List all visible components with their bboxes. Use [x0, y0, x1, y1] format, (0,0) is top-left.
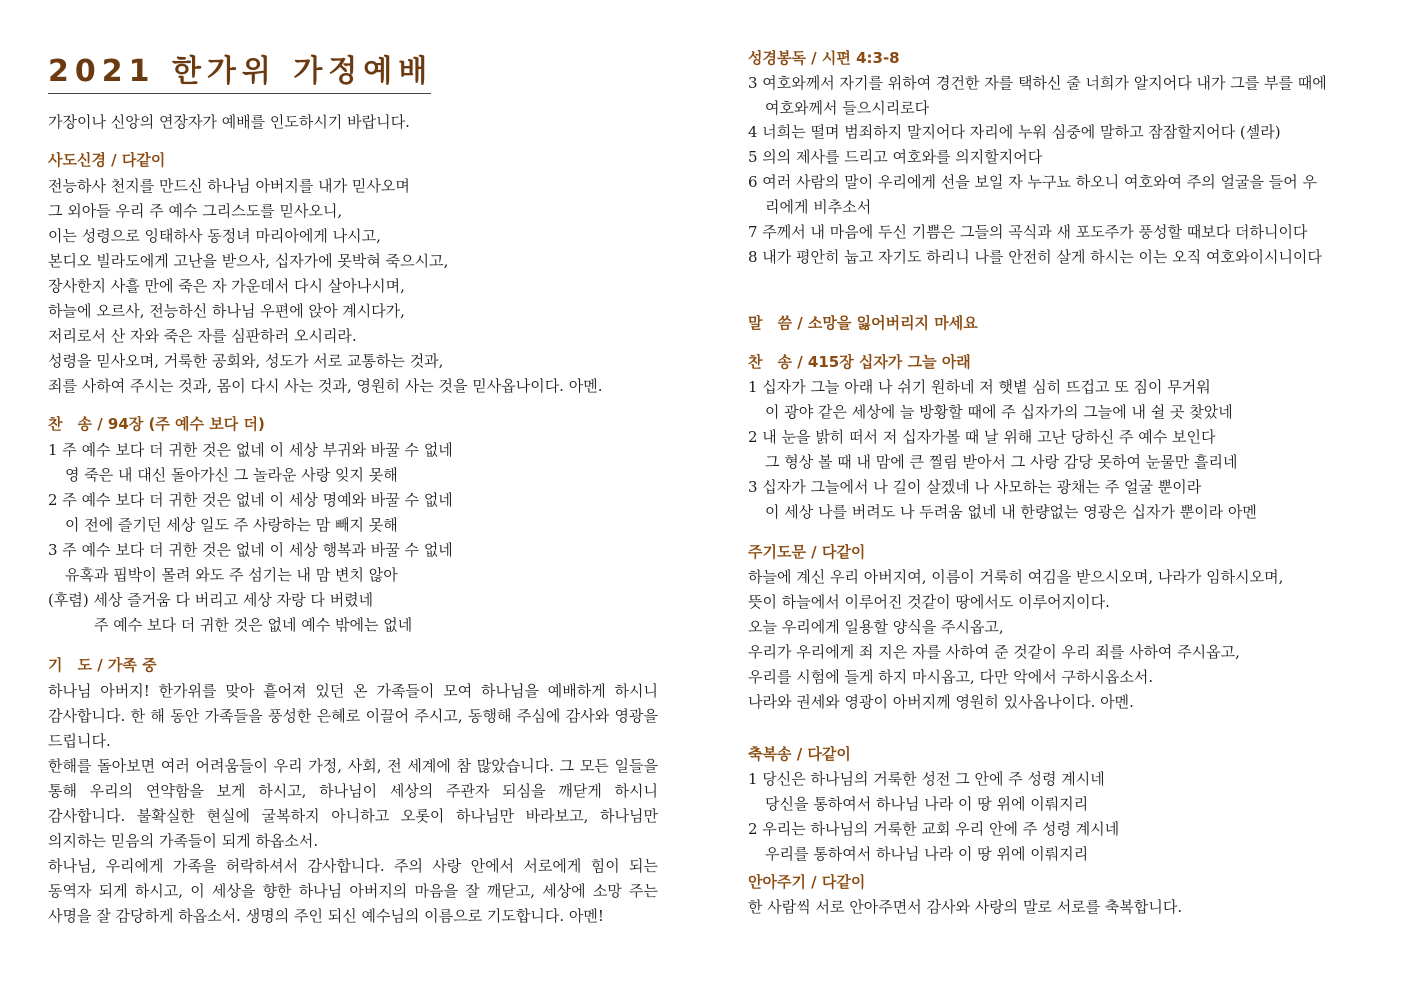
sermon-heading: 말 씀 / 소망을 잃어버리지 마세요: [748, 314, 978, 332]
hymn-415-line: 이 세상 나를 버려도 나 두려움 없네 내 한량없는 영광은 십자가 뿐이라 아멘: [765, 503, 1257, 521]
lords-prayer-line: 우리가 우리에게 죄 지은 자를 사하여 준 것같이 우리 죄를 사하여 주시옵고,: [748, 643, 1240, 661]
hymn-94-chorus: 주 예수 보다 더 귀한 것은 없네 예수 밖에는 없네: [94, 616, 413, 634]
creed-line: 전능하사 천지를 만드신 하나님 아버지를 내가 믿사오며: [48, 177, 410, 195]
lords-prayer-line: 뜻이 하늘에서 이루어진 것같이 땅에서도 이루어지이다.: [748, 593, 1110, 611]
hymn-94-line: 1 주 예수 보다 더 귀한 것은 없네 이 세상 부귀와 바꿀 수 없네: [48, 441, 453, 459]
creed-line: 저리로서 산 자와 죽은 자를 심판하러 오시리라.: [48, 327, 357, 345]
creed-line: 이는 성령으로 잉태하사 동정녀 마리아에게 나시고,: [48, 227, 381, 245]
lords-prayer-line: 하늘에 계신 우리 아버지여, 이름이 거룩히 여김을 받으시오며, 나라가 임하시오며,: [748, 568, 1284, 586]
creed-line: 그 외아들 우리 주 예수 그리스도를 믿사오니,: [48, 202, 343, 220]
hymn-94-line: 영 죽은 내 대신 돌아가신 그 놀라운 사랑 잊지 못해: [65, 466, 398, 484]
hymn-94-line: 3 주 예수 보다 더 귀한 것은 없네 이 세상 행복과 바꿀 수 없네: [48, 541, 453, 559]
blessing-song-line: 우리를 통하여서 하나님 나라 이 땅 위에 이뤄지리: [765, 845, 1089, 863]
creed-heading: 사도신경 / 다같이: [48, 151, 166, 169]
hymn-415-line: 그 형상 볼 때 내 맘에 큰 찔림 받아서 그 사랑 감당 못하여 눈물만 흘리네: [765, 453, 1238, 471]
scripture-verse: 4 너희는 떨며 범죄하지 말지어다 자리에 누워 심중에 말하고 잠잠할지어다 (셀라): [748, 123, 1281, 141]
creed-line: 장사한지 사흘 만에 죽은 자 가운데서 다시 살아나시며,: [48, 277, 405, 295]
prayer-heading: 기 도 / 가족 중: [48, 656, 157, 674]
hymn-415-line: 1 십자가 그늘 아래 나 쉬기 원하네 저 햇볕 심히 뜨겁고 또 짐이 무거워: [748, 378, 1211, 396]
lords-prayer-line: 나라와 권세와 영광이 아버지께 영원히 있사옵나이다. 아멘.: [748, 693, 1134, 711]
scripture-verse: 6 여러 사람의 말이 우리에게 선을 보일 자 누구뇨 하오니 여호와여 주의 얼굴을 들어 우: [748, 173, 1317, 191]
scripture-verse: 여호와께서 들으시리로다: [765, 99, 930, 117]
hymn-415-line: 3 십자가 그늘에서 나 길이 살겠네 나 사모하는 광채는 주 얼굴 뿐이라: [748, 478, 1202, 496]
creed-line: 하늘에 오르사, 전능하신 하나님 우편에 앉아 계시다가,: [48, 302, 405, 320]
scripture-verse: 리에게 비추소서: [765, 198, 872, 216]
creed-line: 성령을 믿사오며, 거룩한 공회와, 성도가 서로 교통하는 것과,: [48, 352, 444, 370]
lords-prayer-heading: 주기도문 / 다같이: [748, 543, 866, 561]
hymn-94-line: 이 전에 즐기던 세상 일도 주 사랑하는 맘 빼지 못해: [65, 516, 398, 534]
hug-text: 한 사람씩 서로 안아주면서 감사와 사랑의 말로 서로를 축복합니다.: [748, 898, 1183, 916]
prayer-paragraph: 하나님, 우리에게 가족을 허락하셔서 감사합니다. 주의 사랑 안에서 서로에게 힘이 되는 동역자 되게 하시고, 이 세상을 향한 하나님 아버지의 마음을 잘 깨닫고, 세상에 소망 주는 사명을 잘 감당하게 하옵소서. 생명의 주인 되신 예수님의 이름으로 기도합니다. 아멘!: [48, 857, 658, 925]
page-title: 2021 한가위 가정예배: [48, 54, 434, 89]
creed-line: 죄를 사하여 주시는 것과, 몸이 다시 사는 것과, 영원히 사는 것을 믿사옵나이다. 아멘.: [48, 377, 603, 395]
creed-line: 본디오 빌라도에게 고난을 받으사, 십자가에 못박혀 죽으시고,: [48, 252, 449, 270]
intro-text: 가장이나 신앙의 연장자가 예배를 인도하시기 바랍니다.: [48, 113, 410, 131]
blessing-song-heading: 축복송 / 다같이: [748, 745, 851, 763]
blessing-song-line: 1 당신은 하나님의 거룩한 성전 그 안에 주 성령 계시네: [748, 770, 1105, 788]
scripture-verse: 7 주께서 내 마음에 두신 기쁨은 그들의 곡식과 새 포도주가 풍성할 때보다 더하니이다: [748, 223, 1308, 241]
prayer-paragraph: 하나님 아버지! 한가위를 맞아 흩어져 있던 온 가족들이 모여 하나님을 예배하게 하시니 감사합니다. 한 해 동안 가족들을 풍성한 은혜로 이끌어 주시고, 동행해 주심에 감사와 영광을 드립니다.: [48, 682, 658, 750]
scripture-verse: 3 여호와께서 자기를 위하여 경건한 자를 택하신 줄 너희가 알지어다 내가 그를 부를 때에: [748, 74, 1327, 92]
scripture-verse: 5 의의 제사를 드리고 여호와를 의지할지어다: [748, 148, 1043, 166]
hymn-94-chorus: (후렴) 세상 즐거움 다 버리고 세상 자랑 다 버렸네: [48, 591, 374, 609]
title-underline: [48, 93, 431, 94]
blessing-song-line: 2 우리는 하나님의 거룩한 교회 우리 안에 주 성령 계시네: [748, 820, 1120, 838]
lords-prayer-line: 우리를 시험에 들게 하지 마시옵고, 다만 악에서 구하시옵소서.: [748, 668, 1154, 686]
scripture-heading: 성경봉독 / 시편 4:3-8: [748, 49, 900, 67]
prayer-paragraph: 한해를 돌아보면 여러 어려움들이 우리 가정, 사회, 전 세계에 참 많았습니다. 그 모든 일들을 통해 우리의 연약함을 보게 하시고, 하나님이 세상의 주관자 되심을 깨닫게 하시니 감사합니다. 불확실한 현실에 굴복하지 아니하고 오롯이 하나님만 바라보고, 하나님만 의지하는 믿음의 가족들이 되게 하옵소서.: [48, 757, 658, 850]
lords-prayer-line: 오늘 우리에게 일용할 양식을 주시옵고,: [748, 618, 1004, 636]
blessing-song-line: 당신을 통하여서 하나님 나라 이 땅 위에 이뤄지리: [765, 795, 1089, 813]
hymn-415-heading: 찬 송 / 415장 십자가 그늘 아래: [748, 353, 971, 371]
scripture-verse: 8 내가 평안히 눕고 자기도 하리니 나를 안전히 살게 하시는 이는 오직 여호와이시니이다: [748, 248, 1322, 266]
hymn-94-line: 2 주 예수 보다 더 귀한 것은 없네 이 세상 명예와 바꿀 수 없네: [48, 491, 453, 509]
hug-heading: 안아주기 / 다같이: [748, 873, 866, 891]
hymn-94-line: 유혹과 핍박이 몰려 와도 주 섬기는 내 맘 변치 않아: [65, 566, 398, 584]
hymn-415-line: 2 내 눈을 밝히 떠서 저 십자가볼 때 날 위해 고난 당하신 주 예수 보인다: [748, 428, 1216, 446]
hymn-94-heading: 찬 송 / 94장 (주 예수 보다 더): [48, 415, 265, 433]
hymn-415-line: 이 광야 같은 세상에 늘 방황할 때에 주 십자가의 그늘에 내 쉴 곳 찾았네: [765, 403, 1233, 421]
